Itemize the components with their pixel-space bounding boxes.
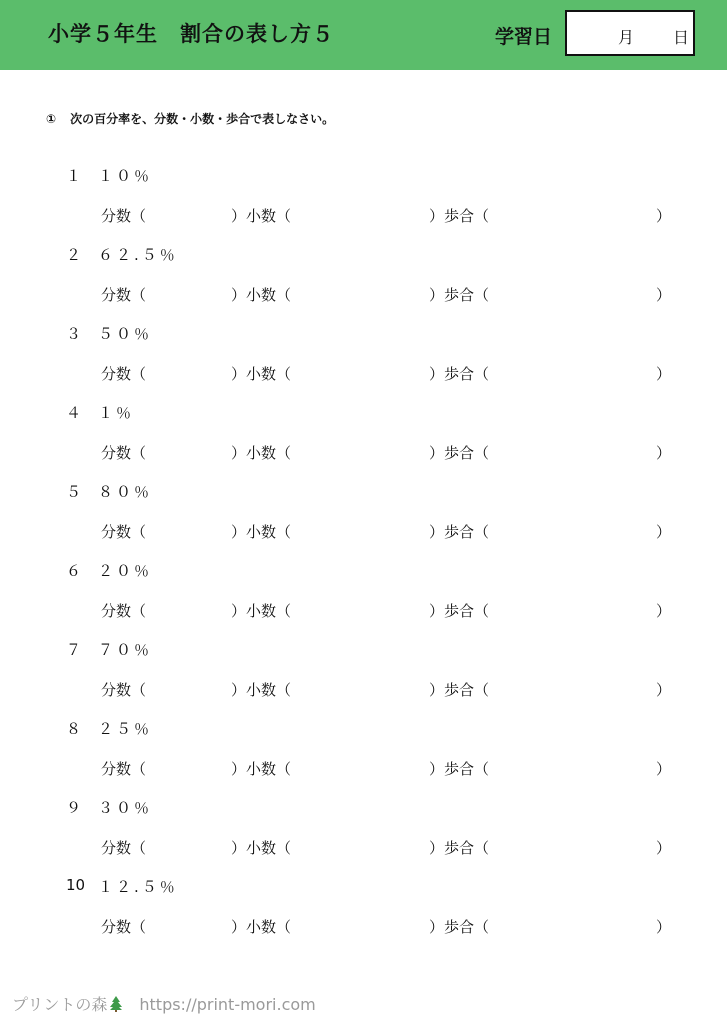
header-bar — [0, 0, 727, 70]
closing-paren: ） — [656, 681, 672, 699]
problem-number: 10 — [66, 876, 86, 894]
fraction-answer-field[interactable]: 分数（ — [101, 681, 147, 699]
problem-number: ４ — [66, 404, 82, 422]
closing-paren: ） — [656, 444, 672, 462]
wari-answer-field[interactable]: ）歩合（ — [429, 760, 490, 778]
wari-answer-field[interactable]: ）歩合（ — [429, 523, 490, 541]
decimal-answer-field[interactable]: ）小数（ — [231, 602, 292, 620]
closing-paren: ） — [656, 918, 672, 936]
fraction-answer-field[interactable]: 分数（ — [101, 286, 147, 304]
problem-percent: １％ — [98, 404, 135, 422]
instruction-number: ① — [46, 112, 57, 126]
wari-answer-field[interactable]: ）歩合（ — [429, 918, 490, 936]
answer-row — [0, 758, 727, 778]
answer-row — [0, 442, 727, 462]
closing-paren: ） — [656, 523, 672, 541]
fraction-answer-field[interactable]: 分数（ — [101, 365, 147, 383]
problem-percent: ２０％ — [98, 562, 153, 580]
fraction-answer-field[interactable]: 分数（ — [101, 918, 147, 936]
problem-item — [0, 244, 727, 324]
closing-paren: ） — [656, 760, 672, 778]
answer-row — [0, 521, 727, 541]
problem-item — [0, 876, 727, 956]
fraction-answer-field[interactable]: 分数（ — [101, 207, 147, 225]
decimal-answer-field[interactable]: ）小数（ — [231, 286, 292, 304]
problem-item — [0, 718, 727, 798]
fraction-answer-field[interactable]: 分数（ — [101, 444, 147, 462]
problem-percent: １０％ — [98, 167, 153, 185]
closing-paren: ） — [656, 365, 672, 383]
answer-row — [0, 679, 727, 699]
problem-item — [0, 560, 727, 640]
answer-row — [0, 837, 727, 857]
problem-percent: ３０％ — [98, 799, 153, 817]
problem-item — [0, 797, 727, 877]
month-label: 月 — [618, 28, 635, 47]
problem-item — [0, 481, 727, 561]
worksheet-title: 小学５年生 割合の表し方５ — [48, 22, 334, 46]
problem-item — [0, 323, 727, 403]
problem-percent: ７０％ — [98, 641, 153, 659]
problem-percent: １２.５％ — [98, 878, 178, 896]
answer-row — [0, 284, 727, 304]
answer-row — [0, 205, 727, 225]
fraction-answer-field[interactable]: 分数（ — [101, 523, 147, 541]
wari-answer-field[interactable]: ）歩合（ — [429, 365, 490, 383]
date-input-box[interactable] — [565, 10, 695, 56]
answer-row — [0, 363, 727, 383]
wari-answer-field[interactable]: ）歩合（ — [429, 602, 490, 620]
problem-percent: ５０％ — [98, 325, 153, 343]
instruction — [46, 110, 334, 127]
decimal-answer-field[interactable]: ）小数（ — [231, 365, 292, 383]
problem-item — [0, 165, 727, 245]
closing-paren: ） — [656, 839, 672, 857]
decimal-answer-field[interactable]: ）小数（ — [231, 918, 292, 936]
fraction-answer-field[interactable]: 分数（ — [101, 839, 147, 857]
problem-number: ９ — [66, 799, 82, 817]
problem-number: ２ — [66, 246, 82, 264]
wari-answer-field[interactable]: ）歩合（ — [429, 286, 490, 304]
date-label: 学習日 — [495, 26, 553, 48]
problem-item — [0, 402, 727, 482]
footer — [12, 992, 316, 1016]
problem-percent: ２５％ — [98, 720, 153, 738]
decimal-answer-field[interactable]: ）小数（ — [231, 444, 292, 462]
closing-paren: ） — [656, 602, 672, 620]
closing-paren: ） — [656, 286, 672, 304]
problem-percent: ６２.５％ — [98, 246, 178, 264]
problem-percent: ８０％ — [98, 483, 153, 501]
answer-row — [0, 600, 727, 620]
decimal-answer-field[interactable]: ）小数（ — [231, 523, 292, 541]
tree-icon — [109, 996, 123, 1016]
wari-answer-field[interactable]: ）歩合（ — [429, 444, 490, 462]
answer-row — [0, 916, 727, 936]
decimal-answer-field[interactable]: ）小数（ — [231, 760, 292, 778]
problem-number: ５ — [66, 483, 82, 501]
wari-answer-field[interactable]: ）歩合（ — [429, 681, 490, 699]
wari-answer-field[interactable]: ）歩合（ — [429, 207, 490, 225]
problem-number: ３ — [66, 325, 82, 343]
instruction-text: 次の百分率を、分数・小数・歩合で表しなさい。 — [70, 112, 335, 126]
closing-paren: ） — [656, 207, 672, 225]
fraction-answer-field[interactable]: 分数（ — [101, 760, 147, 778]
problem-number: ７ — [66, 641, 82, 659]
footer-url[interactable]: https://print-mori.com — [139, 995, 316, 1014]
decimal-answer-field[interactable]: ）小数（ — [231, 207, 292, 225]
day-label: 日 — [673, 28, 690, 47]
wari-answer-field[interactable]: ）歩合（ — [429, 839, 490, 857]
problem-number: １ — [66, 167, 82, 185]
problem-number: ６ — [66, 562, 82, 580]
problem-number: ８ — [66, 720, 82, 738]
decimal-answer-field[interactable]: ）小数（ — [231, 681, 292, 699]
fraction-answer-field[interactable]: 分数（ — [101, 602, 147, 620]
problem-item — [0, 639, 727, 719]
footer-brand: プリントの森 — [12, 995, 108, 1014]
decimal-answer-field[interactable]: ）小数（ — [231, 839, 292, 857]
